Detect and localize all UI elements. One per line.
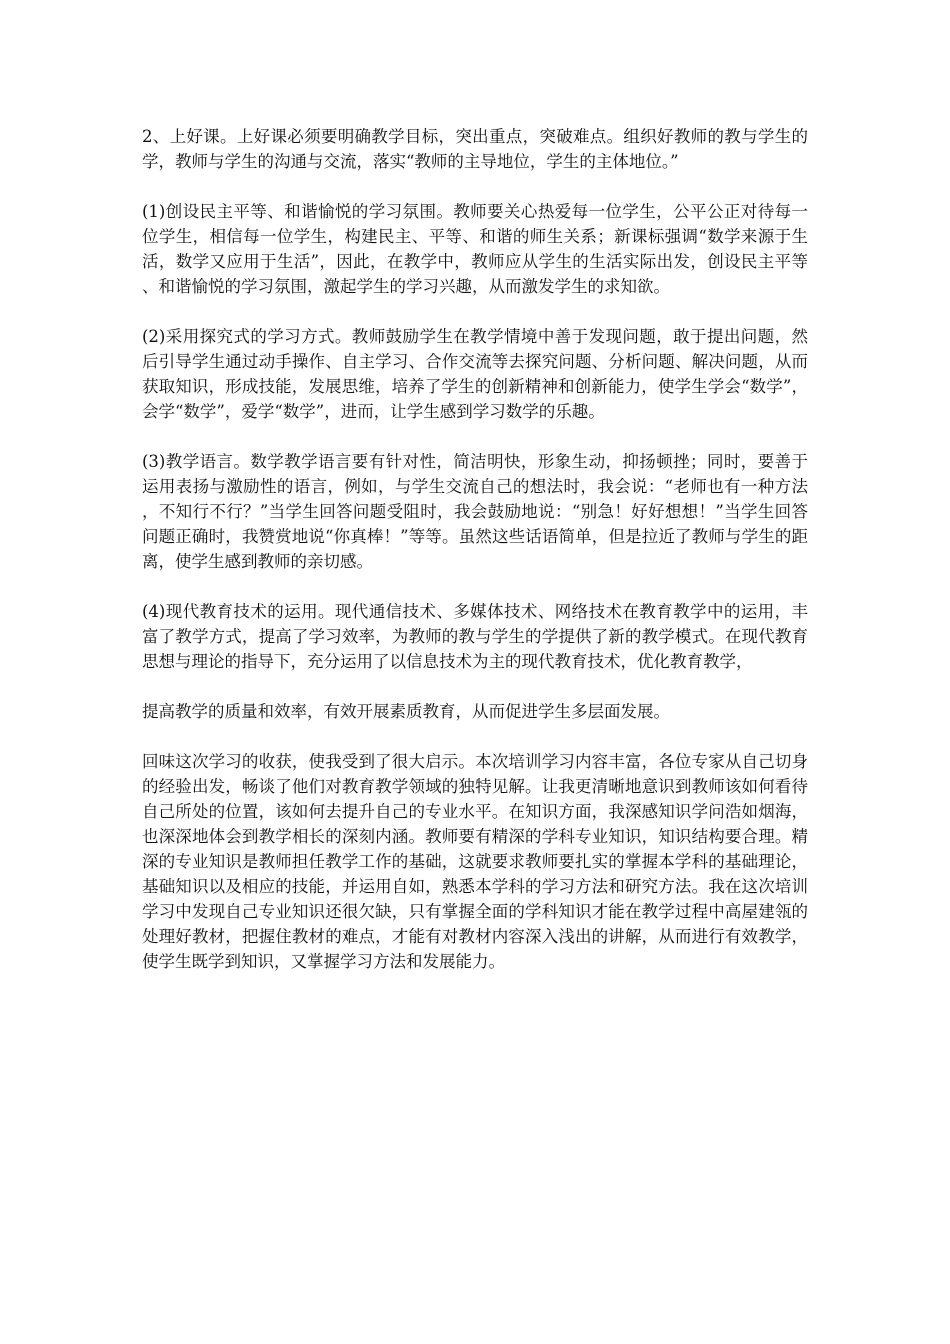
paragraph-modern-technology: (4)现代教育技术的运用。现代通信技术、多媒体技术、网络技术在教育教学中的运用，丰富了教学方式，提高了学习效率，为教师的教与学生的学提供了新的教学模式。在现代教育思想与理论的指导下，充分运用了以信息技术为主的现代教育技术，优化教育教学， (142, 602, 808, 671)
paragraph-teaching-well: 2、上好课。上好课必须要明确教学目标，突出重点，突破难点。组织好教师的教与学生的学，教师与学生的沟通与交流，落实“教师的主导地位，学生的主体地位。” (142, 127, 808, 171)
document-body (142, 124, 808, 999)
paragraph-democratic-atmosphere: (1)创设民主平等、和谐愉悦的学习氛围。教师要关心热爱每一位学生，公平公正对待每一位学生，相信每一位学生，构建民主、平等、和谐的师生关系；新课标强调“数学来源于生活，数学又应用于生活”，因此，在教学中，教师应从学生的生活实际出发，创设民主平等、和谐愉悦的学习氛围，激起学生的学习兴趣，从而激发学生的求知欲。 (142, 202, 808, 296)
paragraph-teaching-language: (3)教学语言。数学教学语言要有针对性，简洁明快，形象生动，抑扬顿挫；同时，要善于运用表扬与激励性的语言，例如，与学生交流自己的想法时，我会说：“老师也有一种方法，不知行不行？”当学生回答问题受阻时，我会鼓励地说：“别急！好好想想！”当学生回答问题正确时，我赞赏地说“你真棒！”等等。虽然这些话语简单，但是拉近了教师与学生的距离，使学生感到教师的亲切感。 (142, 452, 808, 571)
paragraph-quality-efficiency: 提高教学的质量和效率，有效开展素质教育，从而促进学生多层面发展。 (142, 702, 670, 721)
paragraph-reflection: 回味这次学习的收获，使我受到了很大启示。本次培训学习内容丰富，各位专家从自己切身的经验出发，畅谈了他们对教育教学领域的独特见解。让我更清晰地意识到教师该如何看待自己所处的位置，该如何去提升自己的专业水平。在知识方面，我深感知识学问浩如烟海，也深深地体会到教学相长的深刻内涵。教师要有精深的学科专业知识，知识结构要合理。精深的专业知识是教师担任教学工作的基础，这就要求教师要扎实的掌握本学科的基础理论，基础知识以及相应的技能，并运用自如，熟悉本学科的学习方法和研究方法。我在这次培训学习中发现自己专业知识还很欠缺，只有掌握全面的学科知识才能在教学过程中高屋建瓴的处理好教材，把握住教材的难点，才能有对教材内容深入浅出的讲解，从而进行有效教学，使学生既学到知识，又掌握学习方法和发展能力。 (142, 752, 808, 971)
paragraph-inquiry-learning: (2)采用探究式的学习方式。教师鼓励学生在教学情境中善于发现问题，敢于提出问题，然后引导学生通过动手操作、自主学习、合作交流等去探究问题、分析问题、解决问题，从而获取知识，形成技能，发展思维，培养了学生的创新精神和创新能力，使学生学会“数学”，会学“数学”，爱学“数学”，进而，让学生感到学习数学的乐趣。 (142, 327, 808, 421)
